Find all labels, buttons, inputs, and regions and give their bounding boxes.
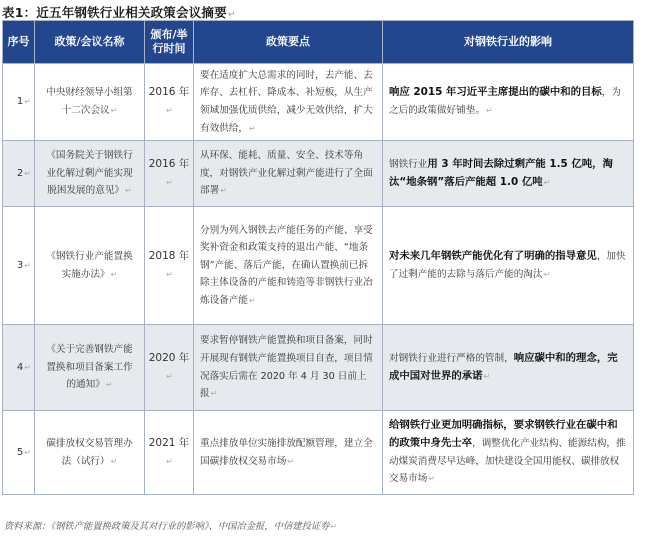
- policy-impact: 给钢铁行业更加明确指标，要求钢铁行业在碳中和的政策中身先士卒，调整优化产业结构、能源结构，推动煤炭消费尽早达峰，加快建设全国用能权、碳排放权交易市场↵: [383, 411, 634, 495]
- policy-points: 重点排放单位实施排放配额管理，建立全国碳排放权交易市场↵: [194, 411, 383, 495]
- policy-points: 从环保、能耗、质量、安全、技术等角度，对钢铁产业化解过剩产能进行了全面部署↵: [194, 141, 383, 207]
- row-number: 1↵: [3, 64, 35, 141]
- policy-table: [2, 20, 634, 495]
- policy-impact: 对钢铁行业进行严格的管制，响应碳中和的理念，完成中国对世界的承诺↵: [383, 325, 634, 411]
- table-row: [3, 64, 634, 141]
- table-row: [3, 411, 634, 495]
- policy-year: 2021 年↵: [145, 411, 194, 495]
- policy-points: 分别为列入钢铁去产能任务的产能、享受奖补资金和政策支持的退出产能、“地条钢”产能、落后产能，在确认置换前已拆除主体设备的产能和铸造等非钢铁行业冶炼设备产能↵: [194, 207, 383, 325]
- row-number: 4↵: [3, 325, 35, 411]
- header-impact: 对钢铁行业的影响: [383, 21, 634, 64]
- header-num: 序号: [3, 21, 35, 64]
- header-points: 政策要点: [194, 21, 383, 64]
- row-number: 5↵: [3, 411, 35, 495]
- policy-name: 《钢铁行业产能置换实施办法》↵: [35, 207, 145, 325]
- policy-name: 中央财经领导小组第十二次会议↵: [35, 64, 145, 141]
- policy-year: 2018 年↵: [145, 207, 194, 325]
- policy-year: 2016 年↵: [145, 141, 194, 207]
- policy-impact: 响应 2015 年习近平主席提出的碳中和的目标，为之后的政策做好铺垫。↵: [383, 64, 634, 141]
- source-note: 资料来源：《钢铁产能置换政策及其对行业的影响》、中国冶金报，中信建投证券↵: [4, 521, 338, 532]
- policy-year: 2016 年↵: [145, 64, 194, 141]
- policy-impact: 对未来几年钢铁产能优化有了明确的指导意见，加快了过剩产能的去除与落后产能的淘汰↵: [383, 207, 634, 325]
- policy-year: 2020 年↵: [145, 325, 194, 411]
- table-header-row: [3, 21, 634, 64]
- policy-name: 《关于完善钢铁产能置换和项目备案工作的通知》↵: [35, 325, 145, 411]
- policy-impact: 钢铁行业用 3 年时间去除过剩产能 1.5 亿吨，淘汰“地条钢”落后产能超 1.0 亿吨↵: [383, 141, 634, 207]
- row-number: 3↵: [3, 207, 35, 325]
- policy-name: 《国务院关于钢铁行业化解过剩产能实现脱困发展的意见》↵: [35, 141, 145, 207]
- table-row: [3, 325, 634, 411]
- row-number: 2↵: [3, 141, 35, 207]
- table-row: [3, 141, 634, 207]
- policy-name: 碳排放权交易管理办法（试行）↵: [35, 411, 145, 495]
- policy-points: 要在适度扩大总需求的同时，去产能、去库存、去杠杆、降成本、补短板，从生产领域加强优质供给，减少无效供给，扩大有效供给，↵: [194, 64, 383, 141]
- header-year: 颁布/举行时间: [145, 21, 194, 64]
- header-name: 政策/会议名称: [35, 21, 145, 64]
- table-row: [3, 207, 634, 325]
- policy-points: 要求暂停钢铁产能置换和项目备案，同时开展现有钢铁产能置换项目自查，项目情况落实后需在 2020 年 4 月 30 日前上报↵: [194, 325, 383, 411]
- table-caption: 表1：近五年钢铁行业相关政策会议摘要↵: [2, 5, 236, 20]
